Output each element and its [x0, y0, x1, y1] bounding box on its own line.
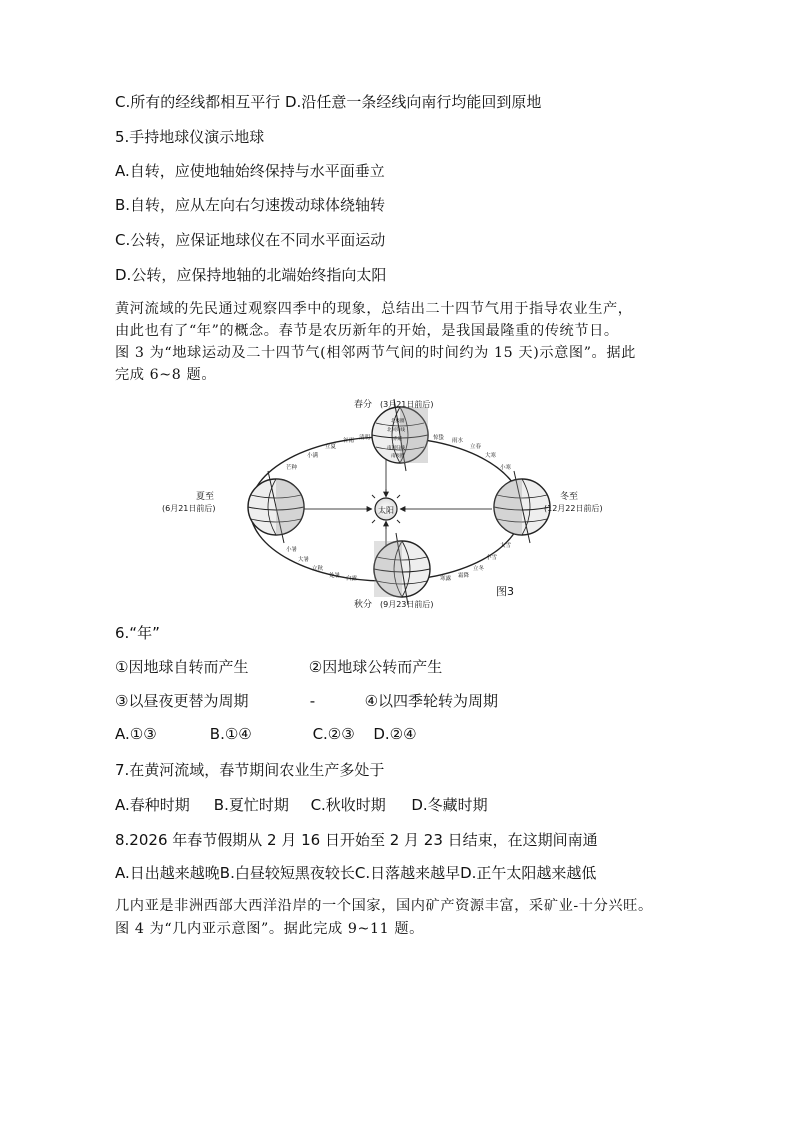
globe-label-tropic-cancer: 北回归线 — [387, 428, 405, 433]
globe-label-tropic-capricorn: 南回归线 — [387, 446, 405, 451]
q6-item-4: ④以四季轮转为周期 — [364, 692, 499, 710]
q8-option-d: D.正午太阳越来越低 — [460, 864, 597, 882]
term-xiaohan: 小寒 — [500, 465, 512, 471]
passage1-line-2: 由此也有了“年”的概念。春节是农历新年的开始，是我国最隆重的传统节日。 — [115, 323, 619, 339]
q5-stem: 5.手持地球仪演示地球 — [115, 128, 265, 146]
q4-option-line: C.所有的经线都相互平行 D.沿任意一条经线向南行均能回到原地 — [115, 93, 542, 111]
term-lidong: 立冬 — [473, 566, 485, 572]
q8-stem: 8.2026 年春节假期从 2 月 16 日开始至 2 月 23 日结束，在这期间南通 — [115, 831, 598, 849]
q6-item-2: ②因地球公转而产生 — [308, 658, 443, 676]
term-dashu: 大暑 — [298, 557, 310, 563]
globe-label-antarctic: 南极圈 — [391, 454, 405, 459]
passage2-line-1: 几内亚是非洲西部大西洋沿岸的一个国家，国内矿产资源丰富，采矿业-十分兴旺。 — [115, 898, 653, 914]
winter-label: 冬至 — [560, 492, 579, 502]
q6-items-row-2 — [115, 690, 498, 711]
q5-option-d: D.公转，应保持地轴的北端始终指向太阳 — [115, 266, 387, 284]
term-dahan: 大寒 — [485, 453, 497, 459]
q6-option-b: B.①④ — [209, 725, 252, 743]
summer-label: 夏至 — [196, 492, 215, 502]
figure-earth-orbit-solar-terms — [140, 393, 635, 615]
q7-option-c: C.秋收时期 — [310, 796, 386, 814]
q5-option-a: A.自转，应使地轴始终保持与水平面垂立 — [115, 162, 385, 180]
q6-stem: 6.“年” — [115, 624, 160, 642]
term-liqiu: 立秋 — [312, 566, 324, 572]
term-bailu: 白露 — [346, 576, 358, 582]
globe-spring-icon — [372, 399, 428, 471]
term-daxue: 大雪 — [500, 543, 512, 549]
globe-autumn-icon — [374, 533, 430, 605]
q6-option-d: D.②④ — [373, 725, 417, 743]
q8-option-a: A.日出越来越晚 — [115, 864, 220, 882]
sun-label: 太阳 — [378, 506, 394, 515]
term-lichun: 立春 — [470, 444, 482, 450]
q6-option-a: A.①③ — [115, 725, 157, 743]
figure-caption: 图3 — [496, 585, 514, 598]
q6-options — [115, 725, 417, 743]
q8-option-c: C.日落越来越早 — [354, 864, 461, 882]
term-mangzhong: 芒种 — [286, 465, 298, 471]
q7-option-a: A.春种时期 — [115, 796, 190, 814]
term-jingzhe: 惊蛰 — [433, 435, 445, 441]
q7-stem: 7.在黄河流域，春节期间农业生产多处于 — [115, 761, 385, 779]
q6-option-c: C.②③ — [312, 725, 355, 743]
autumn-date: (9月23日前后) — [380, 600, 434, 609]
spring-label: 春分 — [354, 400, 373, 410]
winter-date: (12月22日前后) — [544, 504, 603, 513]
term-xiaoshu: 小暑 — [286, 547, 298, 553]
term-lixia: 立夏 — [325, 444, 337, 450]
q7-options — [115, 794, 488, 815]
passage1-line-3: 图 3 为“地球运动及二十四节气(相邻两节气间的时间约为 15 天)示意图”。据此 — [115, 345, 636, 361]
autumn-label: 秋分 — [354, 600, 373, 610]
passage1-line-1: 黄河流域的先民通过观察四季中的现象，总结出二十四节气用于指导农业生产， — [115, 301, 633, 317]
spring-date: (3月21日前后) — [380, 400, 434, 409]
globe-label-arctic: 北极圈 — [391, 419, 405, 424]
term-qingming: 清明 — [359, 435, 371, 441]
term-yushui: 雨水 — [452, 438, 464, 444]
q6-items-row-1 — [115, 656, 442, 677]
q6-item-1: ①因地球自转而产生 — [115, 658, 249, 676]
q8-option-b: B.白昼较短黑夜较长 — [219, 864, 355, 882]
globe-winter-icon — [494, 471, 550, 543]
term-hanlu: 寒露 — [440, 576, 452, 582]
globe-summer-icon — [248, 471, 304, 543]
term-xiaoxue: 小雪 — [486, 555, 498, 561]
passage1-line-4: 完成 6~8 题。 — [115, 367, 217, 383]
q6-dash: - — [309, 692, 316, 710]
q5-option-b: B.自转，应从左向右匀速拨动球体绕轴转 — [115, 196, 386, 214]
q7-option-d: D.冬藏时期 — [411, 796, 488, 814]
q7-option-b: B.夏忙时期 — [213, 796, 289, 814]
orbit-diagram — [140, 393, 635, 615]
globe-label-equator: 赤道 — [393, 437, 402, 442]
term-xiaoman: 小满 — [307, 453, 319, 459]
q6-item-3: ③以昼夜更替为周期 — [115, 692, 249, 710]
term-chushu: 处暑 — [329, 573, 341, 579]
term-shuangjiang: 霜降 — [458, 573, 470, 579]
summer-date: (6月21日前后) — [162, 504, 216, 513]
q5-option-c: C.公转，应保证地球仪在不同水平面运动 — [115, 231, 386, 249]
term-guyu: 谷雨 — [343, 438, 355, 444]
q8-options — [115, 862, 596, 883]
passage2-line-2: 图 4 为“几内亚示意图”。据此完成 9~11 题。 — [115, 921, 424, 937]
